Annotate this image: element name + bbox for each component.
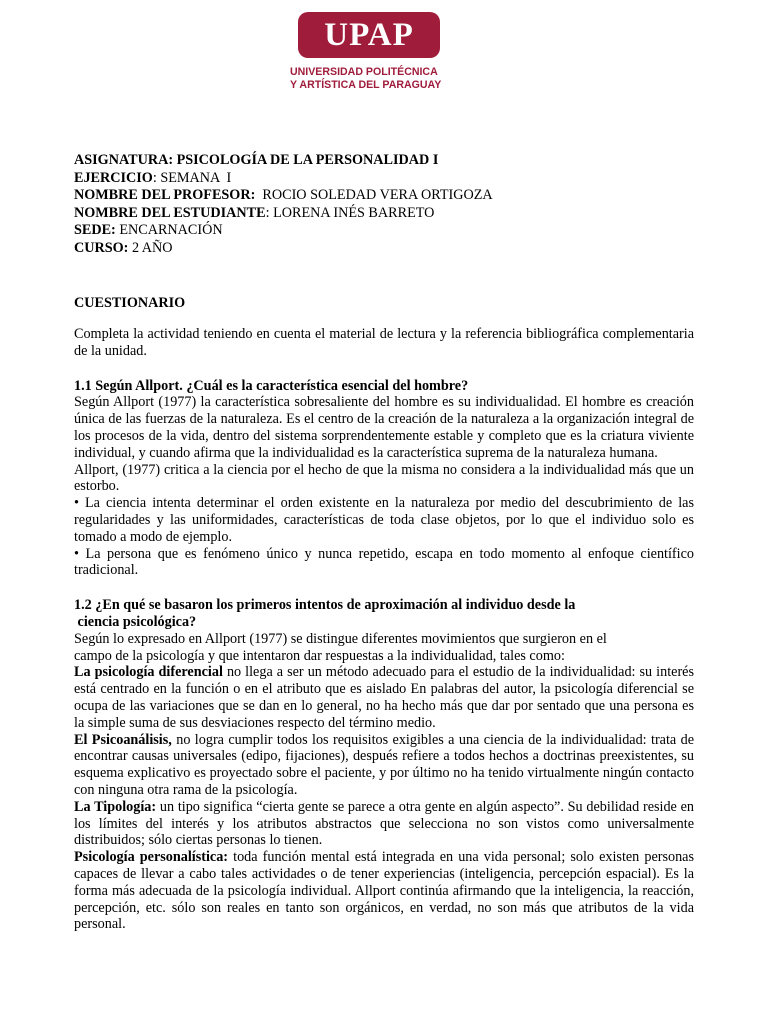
logo-line-1: UNIVERSIDAD POLITÉCNICA — [290, 66, 438, 78]
question-2-item — [74, 664, 694, 731]
question-2-item-text: toda función mental está integrada en una vida personal; solo existen personas capaces de llevar a cabo tales actividades o de tener experiencias (inteligencia, percepción espacial). Es la forma más adecuada de la psicología individual. Allport continúa afirmando que la inteligencia, la reacción, percepción, etc. sólo son reales en tanto son orgánicos, en verdad, no son más que atributos de la vida personal. — [74, 849, 694, 933]
question-2-item-term: Psicología personalística: — [74, 849, 229, 866]
instructions-text: Completa la actividad teniendo en cuenta el material de lectura y la referencia bibliográfica complementaria de la unidad. — [74, 326, 694, 359]
question-2-item-text: un tipo significa “cierta gente se parece a otra gente en algún aspecto”. Su debilidad reside en los límites del interés y los atributos abstractos que selecciona no son vistos como universalmente distribuidos; sólo ciertas personas lo tienen. — [74, 798, 694, 849]
logo-line-2: Y ARTÍSTICA DEL PARAGUAY — [290, 79, 442, 91]
document-body — [74, 152, 694, 933]
question-2-intro-line-2: campo de la psicología y que intentaron dar respuestas a la individualidad, tales como: — [74, 647, 565, 664]
sede-label: SEDE: — [74, 222, 116, 238]
estudiante-label: NOMBRE DEL ESTUDIANTE — [74, 204, 266, 221]
question-2-item-text: no llega a ser un método adecuado para el estudio de la individualidad: su interés está centrado en la función o en el atributo que es aislado En palabras del autor, la psicología diferencial se ocupa de las variaciones que se dan en lo general, no ha hecho más que dar por sentado que una persona es la simple suma de sus desviaciones respecto del término medio. — [74, 664, 694, 731]
sede-value: ENCARNACIÓN — [115, 222, 223, 238]
asignatura-value: PSICOLOGÍA DE LA PERSONALIDAD I — [173, 152, 439, 168]
ejercicio-label: EJERCICIO — [74, 169, 153, 186]
ejercicio-row — [74, 170, 694, 188]
section-title: CUESTIONARIO — [74, 295, 186, 311]
question-2-item — [74, 849, 694, 933]
instructions-paragraph — [74, 326, 694, 360]
question-2-intro-line-1: Según lo expresado en Allport (1977) se distingue diferentes movimientos que surgieron en el — [74, 630, 607, 647]
curso-label: CURSO: — [74, 239, 129, 256]
university-logo — [290, 12, 450, 92]
question-2-title-line-2: ciencia psicológica? — [74, 613, 197, 630]
document-header — [74, 152, 694, 257]
profesor-value: ROCIO SOLEDAD VERA ORTIGOZA — [255, 187, 493, 203]
question-2-item-text: no logra cumplir todos los requisitos exigibles a una ciencia de la individualidad: trata de encontrar causas universales (edipo, fijaciones), después refiere a todos hechos a doctrinas preexistentes, su esquema explicativo es proyectado sobre el paciente, y por último no ha tenido virtualmente ningún contacto con ninguna otra rama de la psicología. — [74, 731, 695, 798]
logo-mark: UPAP — [298, 12, 440, 58]
asignatura-label: ASIGNATURA: — [74, 152, 174, 168]
question-1-title: 1.1 Según Allport. ¿Cuál es la característica esencial del hombre? — [74, 377, 469, 394]
sede-row — [74, 222, 694, 240]
question-2-item-term: La Tipología: — [74, 798, 157, 815]
question-2-item — [74, 799, 694, 849]
question-2-item-term: El Psicoanálisis, — [74, 731, 172, 748]
estudiante-value: : LORENA INÉS BARRETO — [265, 204, 435, 221]
question-1-answer-p3: • La ciencia intenta determinar el orden existente en la naturaleza por medio del descubrimiento de las regularidades y las uniformidades, características de toda clase objetos, por lo que el individuo solo es tomado a modo de ejemplo. — [74, 495, 694, 545]
logo-subtitle — [290, 66, 450, 92]
asignatura-row — [74, 152, 694, 170]
question-1-answer-p4: • La persona que es fenómeno único y nunca repetido, escapa en todo momento al enfoque científico tradicional. — [74, 545, 694, 579]
question-2-item — [74, 732, 694, 799]
profesor-label: NOMBRE DEL PROFESOR: — [74, 187, 256, 203]
question-2 — [74, 597, 694, 933]
question-2-item-term: La psicología diferencial — [74, 664, 223, 681]
question-2-title-line-1: 1.2 ¿En qué se basaron los primeros intentos de aproximación al individuo desde la — [74, 597, 576, 614]
estudiante-row — [74, 205, 694, 223]
ejercicio-value: : SEMANA I — [152, 169, 232, 186]
profesor-row — [74, 187, 694, 205]
question-1-answer-p1: Según Allport (1977) la característica sobresaliente del hombre es su individualidad. El hombre es creación única de las fuerzas de la naturaleza. Es el centro de la creación de la naturaleza a la organización integral de los procesos de la vida, dentro del sistema sorprendentemente estable y completo que es la criatura viviente individual, y cuando afirma que la individualidad es la característica suprema de la naturaleza humana. — [74, 394, 694, 461]
curso-row — [74, 240, 694, 258]
question-1-answer-p2: Allport, (1977) critica a la ciencia por el hecho de que la misma no considera a la individualidad más que un estorbo. — [74, 461, 694, 495]
curso-value: 2 AÑO — [128, 239, 173, 256]
question-1 — [74, 378, 694, 580]
